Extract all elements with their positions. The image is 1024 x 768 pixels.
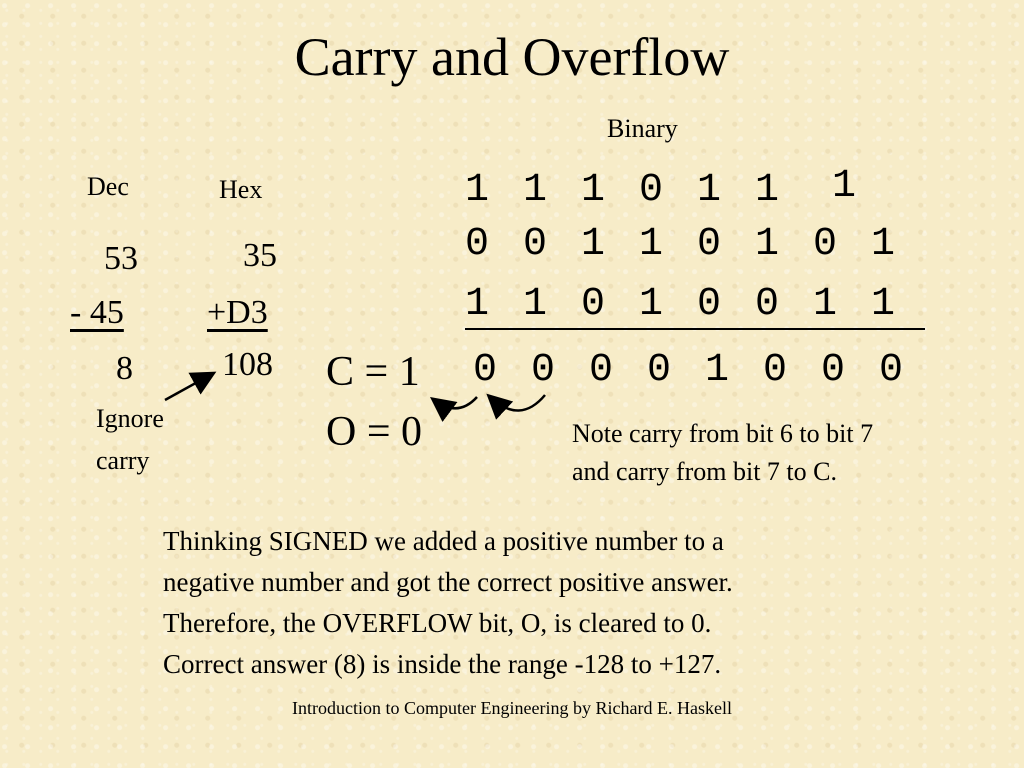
- carry-flag: C = 1: [326, 349, 420, 395]
- dec-result: 8: [116, 350, 133, 387]
- ignore-carry-arrow: [165, 374, 212, 400]
- hex-operand-b: +D3: [207, 294, 268, 331]
- slide-title: Carry and Overflow: [294, 27, 730, 87]
- explanation-line: Therefore, the OVERFLOW bit, O, is cleared to 0.: [163, 608, 712, 638]
- binary-label: Binary: [607, 114, 678, 143]
- ignore-carry-line2: carry: [96, 446, 150, 475]
- hex-label: Hex: [219, 175, 263, 204]
- hex-result: 108: [222, 346, 273, 383]
- explanation-line: negative number and got the correct positive answer.: [163, 567, 733, 597]
- dec-operand-b: - 45: [70, 294, 124, 331]
- ignore-carry-line1: Ignore: [96, 404, 164, 433]
- explanation-line: Thinking SIGNED we added a positive number to a: [163, 526, 724, 556]
- binary-carry-extra: 1: [832, 164, 862, 209]
- explanation-paragraph: [163, 521, 923, 685]
- footer-credit: Introduction to Computer Engineering by Richard E. Haskell: [292, 698, 732, 718]
- hex-operand-a: 35: [243, 237, 277, 274]
- binary-result: 0 0 0 0 1 0 0 0: [473, 348, 909, 393]
- sum-line: [465, 328, 925, 330]
- carry-arrow-bit7-to-c: [434, 397, 477, 408]
- overflow-flag: O = 0: [326, 409, 423, 455]
- dec-label: Dec: [87, 172, 129, 201]
- binary-operand-b: 1 1 0 1 0 0 1 1: [465, 282, 901, 327]
- explanation-line: Correct answer (8) is inside the range -128 to +127.: [163, 649, 722, 679]
- dec-operand-a: 53: [104, 240, 138, 277]
- binary-carry-row: 1 1 1 0 1 1: [465, 168, 785, 213]
- note-line1: Note carry from bit 6 to bit 7: [572, 419, 874, 448]
- carry-arrow-bit6-to-bit7: [490, 395, 545, 411]
- note-line2: and carry from bit 7 to C.: [572, 457, 837, 486]
- binary-operand-a: 0 0 1 1 0 1 0 1: [465, 222, 901, 267]
